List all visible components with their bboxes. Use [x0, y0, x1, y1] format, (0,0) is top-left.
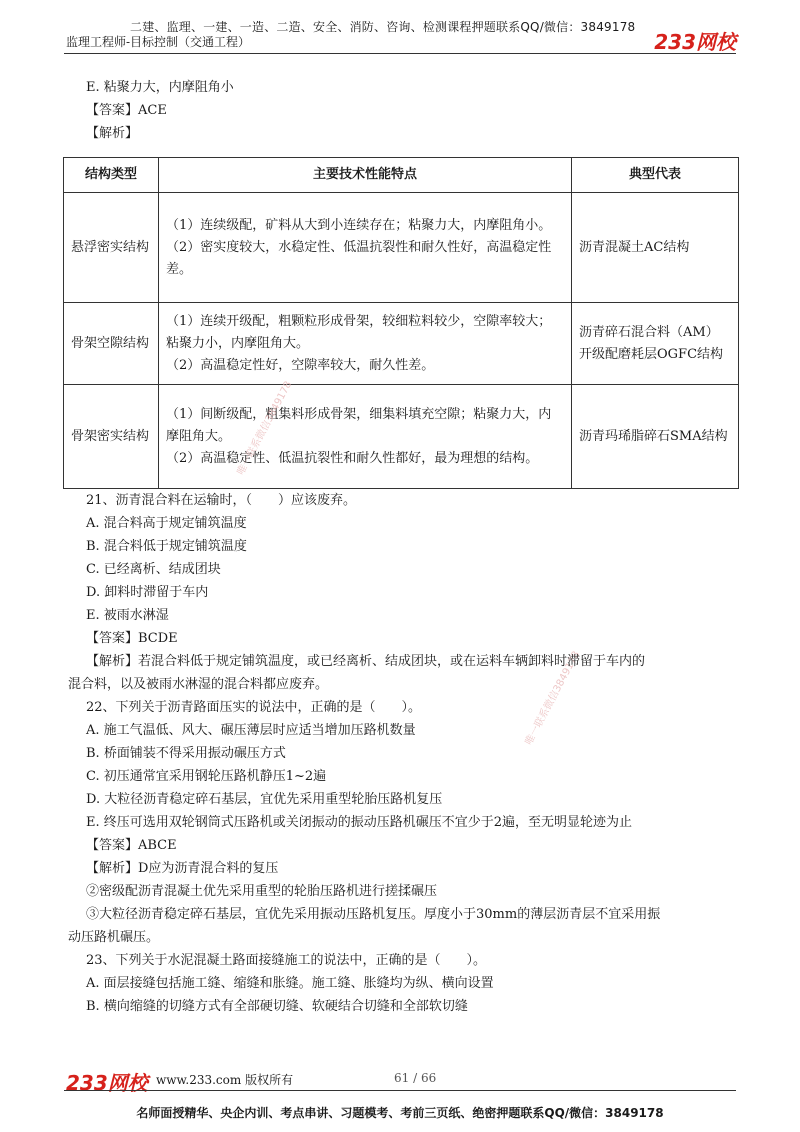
question-23-stem: 23、下列关于水泥混凝土路面接缝施工的说法中，正确的是（ ）。 [86, 953, 487, 968]
footer-logo: 233网校 [66, 1071, 148, 1095]
feature-line: （2）高温稳定性好，空隙率较大，耐久性差。 [166, 357, 435, 373]
watermark-text: 唯一联系微信3849178 [235, 379, 295, 478]
features-cell [159, 303, 572, 385]
question-21-stem: 21、沥青混合料在运输时，（ ）应该废弃。 [86, 493, 357, 508]
structure-type-cell: 骨架密实结构 [64, 385, 159, 489]
q22-analysis-line-4: 动压路机碾压。 [68, 930, 160, 945]
table-header-row [64, 158, 739, 193]
footer-site: www.233.com 版权所有 [156, 1073, 294, 1087]
question-22-stem: 22、下列关于沥青路面压实的说法中，正确的是（ ）。 [86, 700, 422, 715]
watermark-text: 唯一联系微信3849178 [523, 649, 583, 748]
page-number: 61 / 66 [394, 1071, 437, 1085]
q21-option-c: C. 已经离析、结成团块 [86, 562, 221, 577]
structure-type-cell: 悬浮密实结构 [64, 193, 159, 303]
table-header-cell: 主要技术性能特点 [159, 158, 572, 193]
option-e: E. 粘聚力大，内摩阻角小 [86, 80, 234, 95]
q21-option-e: E. 被雨水淋湿 [86, 608, 169, 623]
q21-analysis-line-2: 混合料，以及被雨水淋湿的混合料都应废弃。 [68, 677, 329, 692]
q21-option-a: A. 混合料高于规定铺筑温度 [86, 516, 247, 531]
q21-option-d: D. 卸料时滞留于车内 [86, 585, 209, 600]
q22-answer: 【答案】ABCE [86, 838, 177, 853]
table-header-cell: 典型代表 [572, 158, 739, 193]
q21-analysis-line-1: 【解析】若混合料低于规定铺筑温度，或已经离析、结成团块，或在运料车辆卸料时滞留于车内的 [86, 654, 646, 669]
q23-option-b: B. 横向缩缝的切缝方式有全部硬切缝、软硬结合切缝和全部软切缝 [86, 999, 468, 1014]
q22-option-b: B. 桥面铺装不得采用振动碾压方式 [86, 746, 286, 761]
table-row [64, 303, 739, 385]
header-divider [64, 53, 736, 54]
analysis-label: 【解析】 [86, 126, 139, 141]
example-cell: 沥青混凝土AC结构 [572, 193, 739, 303]
q22-option-c: C. 初压通常宜采用钢轮压路机静压1~2遍 [86, 769, 327, 784]
q22-analysis-line-1: 【解析】D应为沥青混合料的复压 [86, 861, 279, 876]
features-cell [159, 385, 572, 489]
table-row [64, 193, 739, 303]
feature-line: （2）密实度较大，水稳定性、低温抗裂性和耐久性好，高温稳定性差。 [166, 239, 552, 277]
q22-option-e: E. 终压可选用双轮钢筒式压路机或关闭振动的振动压路机碾压不宜少于2遍，至无明显轮迹为止 [86, 815, 633, 830]
structure-type-table [63, 157, 739, 489]
brand-logo: 233网校 [654, 30, 736, 54]
feature-line: （1）连续级配，矿料从大到小连续存在；粘聚力大，内摩阻角小。 [166, 217, 552, 233]
footer-divider [64, 1090, 736, 1091]
example-cell: 沥青玛琋脂碎石SMA结构 [572, 385, 739, 489]
q22-analysis-line-2: ②密级配沥青混凝土优先采用重型的轮胎压路机进行搓揉碾压 [86, 884, 438, 899]
feature-line: （2）高温稳定性、低温抗裂性和耐久性都好，最为理想的结构。 [166, 450, 539, 466]
structure-type-cell: 骨架空隙结构 [64, 303, 159, 385]
q22-option-d: D. 大粒径沥青稳定碎石基层，宜优先采用重型轮胎压路机复压 [86, 792, 443, 807]
header-contact-line: 二建、监理、一建、一造、二造、安全、消防、咨询、检测课程押题联系QQ/微信：3849178 [130, 20, 636, 34]
table-header-cell: 结构类型 [64, 158, 159, 193]
footer-contact-line: 名师面授精华、央企内训、考点串讲、习题模考、考前三页纸、绝密押题联系QQ/微信：3849178 [136, 1106, 664, 1120]
features-cell [159, 193, 572, 303]
feature-line: （1）连续开级配，粗颗粒形成骨架，较细粒料较少，空隙率较大；粘聚力小，内摩阻角大。 [166, 313, 552, 351]
example-cell: 沥青碎石混合料（AM）开级配磨耗层OGFC结构 [572, 303, 739, 385]
q22-analysis-line-3: ③大粒径沥青稳定碎石基层，宜优先采用振动压路机复压。厚度小于30mm的薄层沥青层不宜采用振 [86, 907, 661, 922]
document-subtitle: 监理工程师-目标控制（交通工程） [66, 35, 251, 49]
q21-option-b: B. 混合料低于规定铺筑温度 [86, 539, 247, 554]
q23-option-a: A. 面层接缝包括施工缝、缩缝和胀缝。施工缝、胀缝均为纵、横向设置 [86, 976, 494, 991]
answer-label: 【答案】ACE [86, 103, 167, 118]
feature-line: （1）间断级配，粗集料形成骨架，细集料填充空隙；粘聚力大，内摩阻角大。 [166, 406, 552, 444]
table-row [64, 385, 739, 489]
q22-option-a: A. 施工气温低、风大、碾压薄层时应适当增加压路机数量 [86, 723, 416, 738]
q21-answer: 【答案】BCDE [86, 631, 178, 646]
